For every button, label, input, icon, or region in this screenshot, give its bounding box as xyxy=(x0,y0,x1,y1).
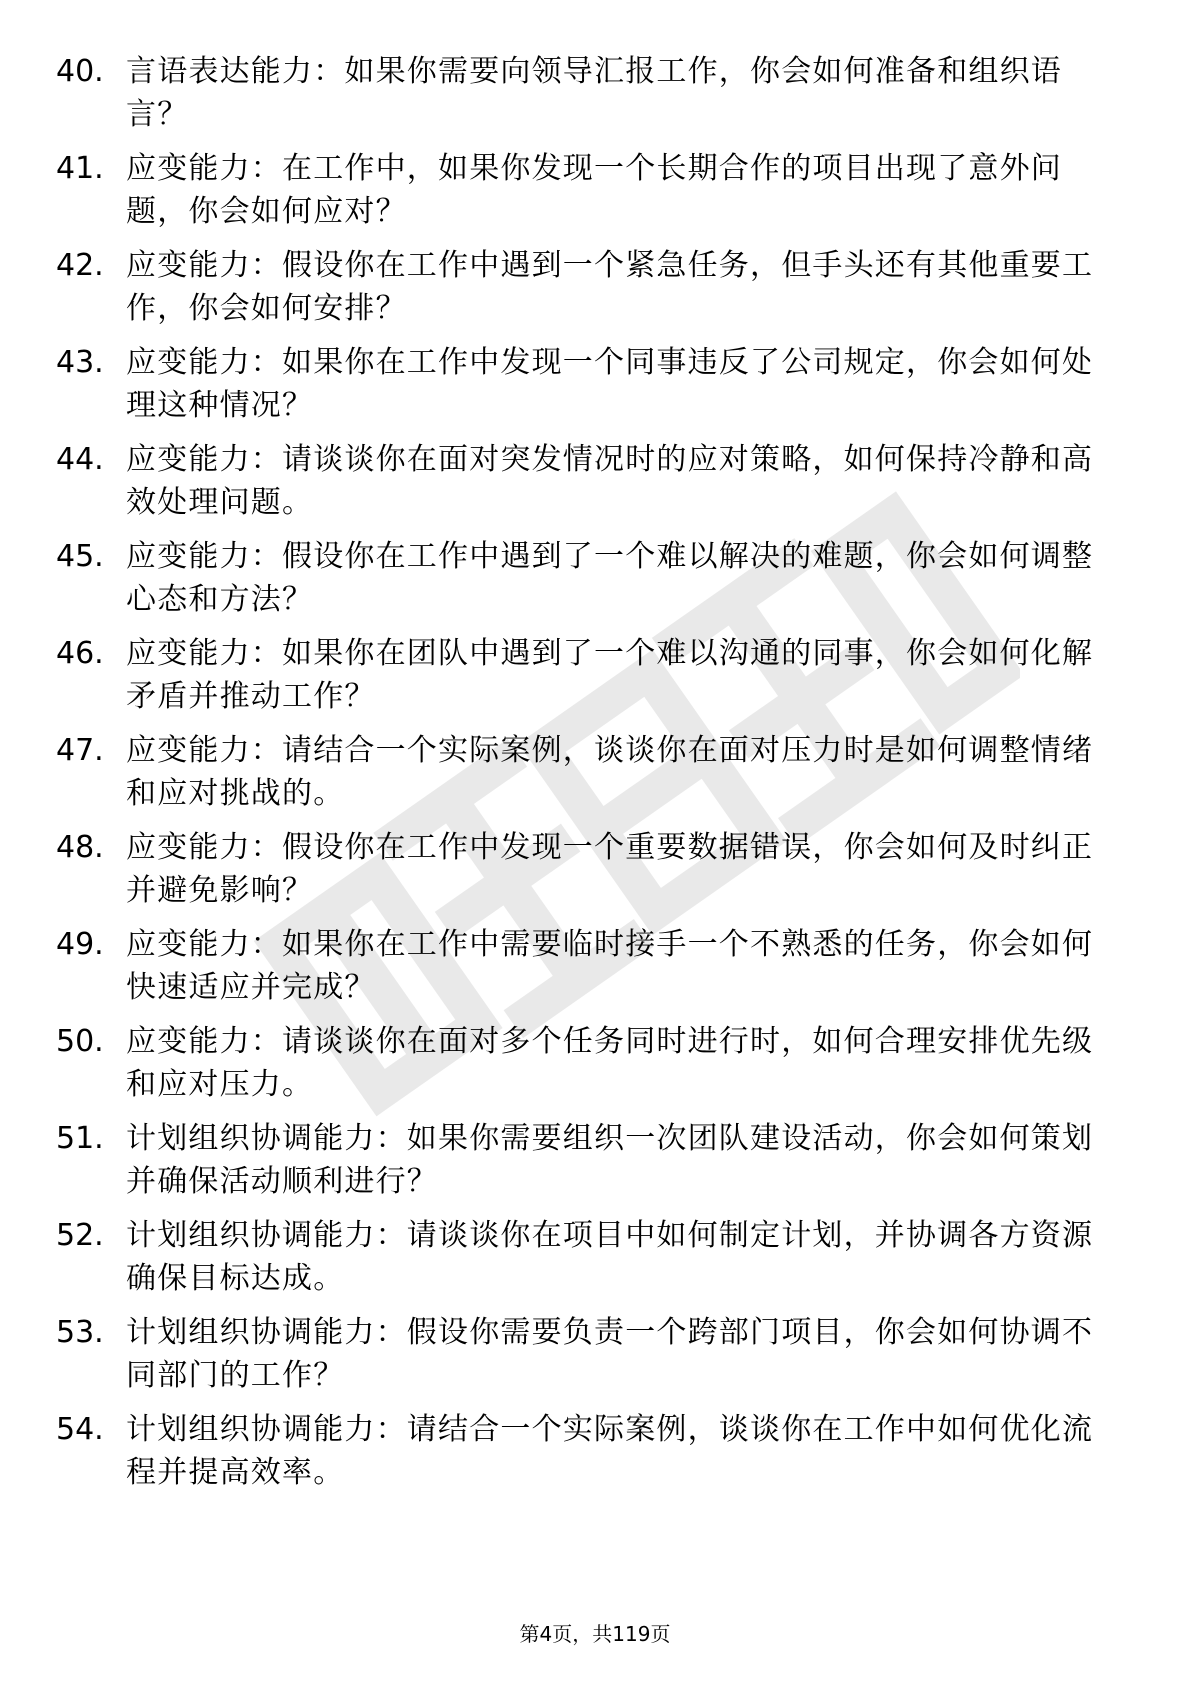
question-text: 应变能力：假设你在工作中遇到一个紧急任务，但手头还有其他重要工作，你会如何安排？ xyxy=(126,248,1094,326)
question-item xyxy=(56,1117,1116,1214)
question-text: 应变能力：如果你在工作中需要临时接手一个不熟悉的任务，你会如何快速适应并完成？ xyxy=(126,927,1094,1005)
question-item xyxy=(56,341,1116,438)
question-item xyxy=(56,729,1116,826)
question-text: 应变能力：假设你在工作中发现一个重要数据错误，你会如何及时纠正并避免影响？ xyxy=(126,830,1094,908)
question-number: 53. xyxy=(56,1315,104,1350)
question-item xyxy=(56,438,1116,535)
question-text: 应变能力：如果你在工作中发现一个同事违反了公司规定，你会如何处理这种情况？ xyxy=(126,345,1094,423)
question-item xyxy=(56,147,1116,244)
question-number: 42. xyxy=(56,248,104,283)
question-text: 应变能力：假设你在工作中遇到了一个难以解决的难题，你会如何调整心态和方法？ xyxy=(126,539,1094,617)
question-text: 言语表达能力：如果你需要向领导汇报工作，你会如何准备和组织语言？ xyxy=(126,54,1062,132)
question-number: 51. xyxy=(56,1121,104,1156)
question-number: 46. xyxy=(56,636,104,671)
question-number: 44. xyxy=(56,442,104,477)
question-number: 52. xyxy=(56,1218,104,1253)
question-number: 45. xyxy=(56,539,104,574)
question-item xyxy=(56,1020,1116,1117)
question-item xyxy=(56,632,1116,729)
question-number: 50. xyxy=(56,1024,104,1059)
question-item xyxy=(56,244,1116,341)
question-text: 计划组织协调能力：如果你需要组织一次团队建设活动，你会如何策划并确保活动顺利进行？ xyxy=(126,1121,1094,1199)
question-text: 应变能力：请结合一个实际案例，谈谈你在面对压力时是如何调整情绪和应对挑战的。 xyxy=(126,733,1094,811)
question-list xyxy=(56,50,1116,1505)
question-number: 43. xyxy=(56,345,104,380)
question-number: 49. xyxy=(56,927,104,962)
question-item xyxy=(56,1214,1116,1311)
question-number: 41. xyxy=(56,151,104,186)
question-number: 40. xyxy=(56,54,104,89)
question-text: 应变能力：如果你在团队中遇到了一个难以沟通的同事，你会如何化解矛盾并推动工作？ xyxy=(126,636,1094,714)
question-item xyxy=(56,1311,1116,1408)
question-item xyxy=(56,923,1116,1020)
question-item xyxy=(56,1408,1116,1505)
question-text: 计划组织协调能力：请谈谈你在项目中如何制定计划，并协调各方资源确保目标达成。 xyxy=(126,1218,1094,1296)
question-text: 应变能力：请谈谈你在面对多个任务同时进行时，如何合理安排优先级和应对压力。 xyxy=(126,1024,1094,1102)
question-item xyxy=(56,535,1116,632)
question-number: 47. xyxy=(56,733,104,768)
page-footer: 第4页，共119页 xyxy=(519,1622,671,1646)
question-text: 计划组织协调能力：假设你需要负责一个跨部门项目，你会如何协调不同部门的工作？ xyxy=(126,1315,1094,1393)
question-item xyxy=(56,50,1116,147)
question-number: 54. xyxy=(56,1412,104,1447)
question-text: 应变能力：请谈谈你在面对突发情况时的应对策略，如何保持冷静和高效处理问题。 xyxy=(126,442,1094,520)
question-text: 应变能力：在工作中，如果你发现一个长期合作的项目出现了意外问题，你会如何应对？ xyxy=(126,151,1062,229)
question-item xyxy=(56,826,1116,923)
question-text: 计划组织协调能力：请结合一个实际案例，谈谈你在工作中如何优化流程并提高效率。 xyxy=(126,1412,1094,1490)
question-number: 48. xyxy=(56,830,104,865)
